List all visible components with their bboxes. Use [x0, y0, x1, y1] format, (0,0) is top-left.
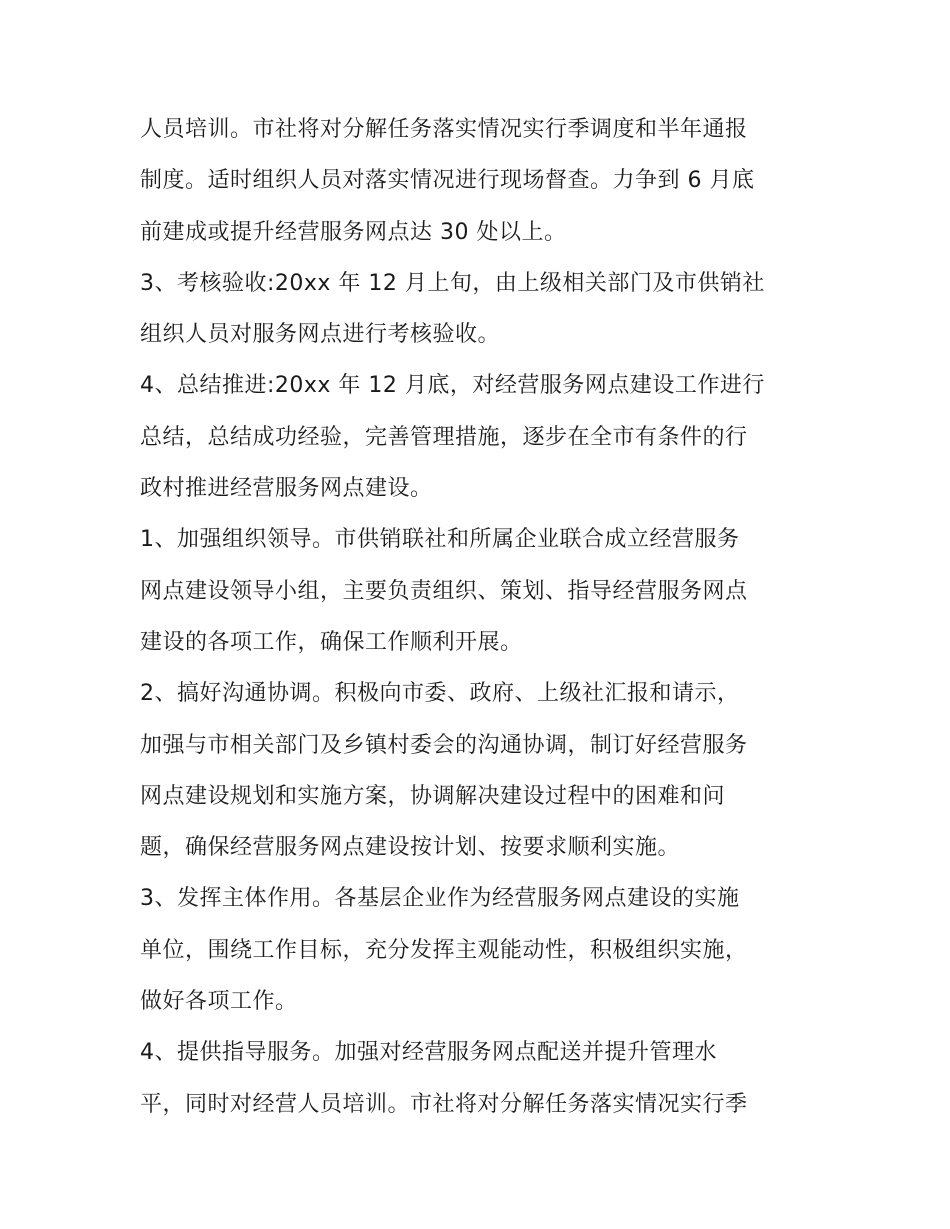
text-line: 前建成或提升经营服务网点达 30 处以上。 [140, 219, 567, 245]
text-line: 4、总结推进:20xx 年 12 月底，对经营服务网点建设工作进行 [140, 373, 765, 399]
text-line: 2、搞好沟通协调。积极向市委、政府、上级社汇报和请示， [140, 681, 740, 707]
text-line: 3、发挥主体作用。各基层企业作为经营服务网点建设的实施 [140, 886, 740, 912]
text-line: 建设的各项工作，确保工作顺利开展。 [140, 629, 523, 655]
text-line: 制度。适时组织人员对落实情况进行现场督查。力争到 6 月底 [140, 168, 755, 194]
text-line: 网点建设规划和实施方案，协调解决建设过程中的困难和问 [140, 783, 726, 809]
text-line: 平，同时对经营人员培训。市社将对分解任务落实情况实行季 [140, 1091, 748, 1117]
text-line: 1、加强组织领导。市供销联社和所属企业联合成立经营服务 [140, 527, 740, 553]
text-line: 题，确保经营服务网点建设按计划、按要求顺利实施。 [140, 835, 681, 861]
text-line: 做好各项工作。 [140, 989, 298, 1015]
text-line: 4、提供指导服务。加强对经营服务网点配送并提升管理水 [140, 1040, 717, 1066]
document-body [140, 104, 820, 1130]
text-line: 网点建设领导小组，主要负责组织、策划、指导经营服务网点 [140, 578, 748, 604]
text-line: 3、考核验收:20xx 年 12 月上旬，由上级相关部门及市供销社 [140, 270, 765, 296]
text-line: 总结，总结成功经验，完善管理措施，逐步在全市有条件的行 [140, 424, 748, 450]
text-line: 人员培训。市社将对分解任务落实情况实行季调度和半年通报 [140, 117, 748, 142]
text-line: 单位，围绕工作目标，充分发挥主观能动性，积极组织实施， [140, 937, 748, 963]
text-line: 政村推进经营服务网点建设。 [140, 476, 433, 502]
text-line: 加强与市相关部门及乡镇村委会的沟通协调，制订好经营服务 [140, 732, 748, 758]
text-line: 组织人员对服务网点进行考核验收。 [140, 322, 501, 348]
